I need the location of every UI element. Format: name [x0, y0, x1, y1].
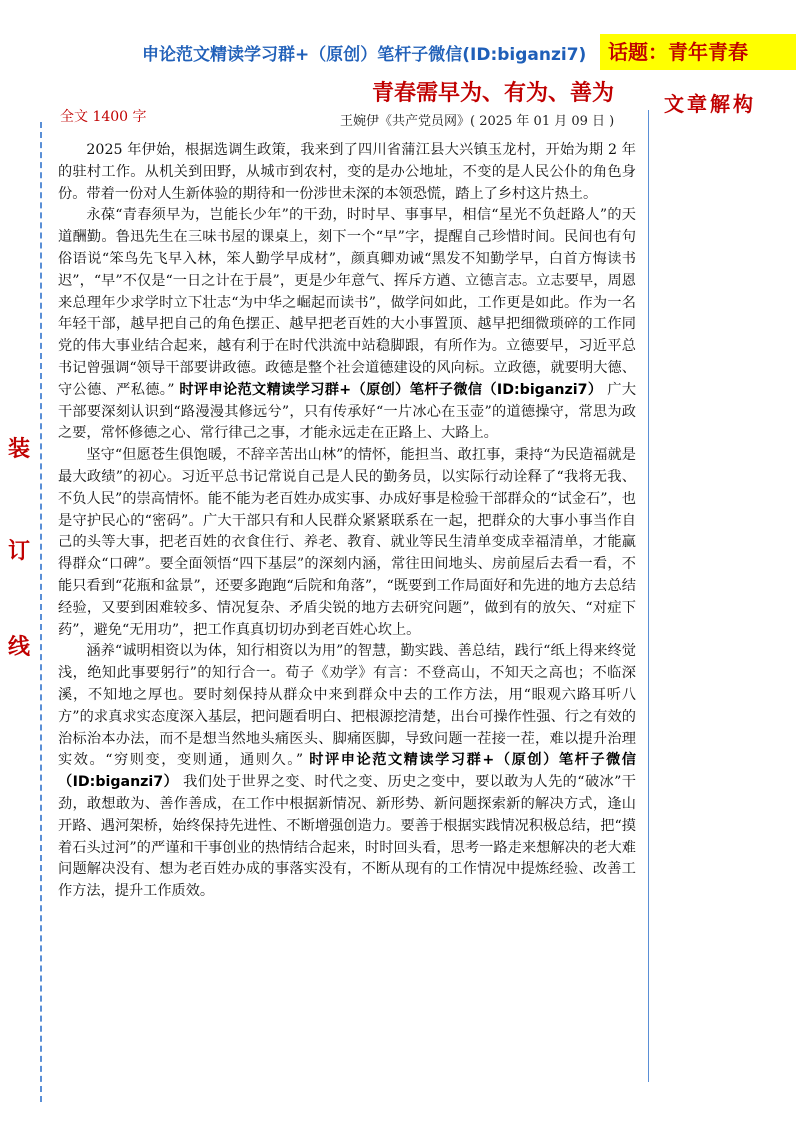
article-title: 青春需早为、有为、善为	[372, 80, 615, 106]
paragraph-text: 我们处于世界之变、时代之变、历史之变中，要以敢为人先的“破冰”干劲，敢想敢为、善作善成，在工作中根据新情况、新形势、新问题探索新的解决方式，逢山开路、遇河架桥，始终保持先进性、不断增强创造力。要善于根据实践情况积极总结，把“摸着石头过河”的严谨和干事创业的热情结合起来，时时回头看，思考一路走来想解决的老大难问题解决没有、想为老百姓办成的事落实没有，不断从现有的工作情况中提炼经验、改善工作方法，提升工作质效。	[58, 774, 636, 900]
structure-label: 文章解构	[664, 92, 756, 116]
paragraph	[58, 205, 636, 445]
binding-char: 装	[8, 436, 31, 462]
article-body	[58, 140, 636, 903]
paragraph-text: 永葆“青春须早为，岂能长少年”的干劲，时时早、事事早，相信“星光不负赶路人”的天道酬勤。鲁迅先生在三味书屋的课桌上，刻下一个“早”字，提醒自己珍惜时间。民间也有句俗语说“笨鸟先飞早入林，笨人勤学早成材”，颜真卿劝诫“黑发不知勤学早，白首方悔读书迟”，“早”不仅是“一日之计在于晨”，更是少年意气、挥斥方遒、立德言志。立志要早，周恩来总理年少求学时立下壮志“为中华之崛起而读书”，做学问如此，工作更是如此。作为一名年轻干部，越早把自己的角色摆正、越早把老百姓的大小事置顶、越早把细微琐碎的工作同党的伟大事业结合起来，越有利于在时代洪流中站稳脚跟，有所作为。立德要早，习近平总书记曾强调“领导干部要讲政德。政德是整个社会道德建设的风向标。立政德，就要明大德、守公德、严私德。”	[58, 207, 636, 398]
binding-dashed-line	[40, 122, 42, 1102]
promo-text: 时评申论范文精读学习群+（原创）笔杆子微信（ID:biganzi7）	[58, 752, 636, 791]
paragraph-text: 2025 年伊始，根据选调生政策，我来到了四川省蒲江县大兴镇玉龙村，开始为期 2 年的驻村工作。从机关到田野，从城市到农村，变的是办公地址，不变的是人民公仆的角色身份。带着一份对人生新体验的期待和一份涉世未深的本领恐慌，踏上了乡村这片热土。	[58, 142, 636, 202]
group-header: 申论范文精读学习群+（原创）笔杆子微信(ID:biganzi7)	[142, 45, 587, 65]
paragraph-text: 涵养“诚明相资以为体，知行相资以为用”的智慧，勤实践、善总结，践行“纸上得来终觉浅，绝知此事要躬行”的知行合一。荀子《劝学》有言：不登高山，不知天之高也；不临深溪，不知地之厚也。要时刻保持从群众中来到群众中去的工作方法，用“眼观六路耳听八方”的求真求实态度深入基层，把问题看明白、把根源挖清楚，出台可操作性强、行之有效的治标治本办法，而不是想当然地头痛医头、脚痛医脚，导致问题一茬接一茬，难以提升治理实效。“穷则变，变则通，通则久。”	[58, 643, 636, 769]
binding-char: 订	[8, 538, 31, 564]
byline: 王婉伊《共产党员网》( 2025 年 01 月 09 日 )	[340, 114, 615, 129]
paragraph-text: 坚守“但愿苍生俱饱暖，不辞辛苦出山林”的情怀，能担当、敢扛事，秉持“为民造福就是最大政绩”的初心。习近平总书记常说自己是人民的勤务员，以实际行动诠释了“我将无我、不负人民”的崇高情怀。能不能为老百姓办成实事、办成好事是检验干部群众的“试金石”，也是守护民心的“密码”。广大干部只有和人民群众紧紧联系在一起，把群众的大事小事当作自己的头等大事，把老百姓的衣食住行、养老、教育、就业等民生清单变成幸福清单，才能赢得群众“口碑”。要全面领悟“四下基层”的深刻内涵，常往田间地头、房前屋后去看一看，不能只看到“花瓶和盆景”，还要多跑跑“后院和角落”，“既要到工作局面好和先进的地方去总结经验，又要到困难较多、情况复杂、矛盾尖锐的地方去研究问题”，做到有的放矢、“对症下药”，避免“无用功”，把工作真真切切办到老百姓心坎上。	[58, 447, 636, 638]
paragraph	[58, 445, 636, 641]
paragraph-text: 广大干部要深刻认识到“路漫漫其修远兮”，只有传承好“一片冰心在玉壶”的道德操守，常思为政之要，常怀修德之心、常行律己之事，才能永远走在正路上、大路上。	[58, 381, 637, 442]
margin-rule	[648, 110, 649, 1082]
promo-text: 时评申论范文精读学习群+（原创）笔杆子微信（ID:biganzi7）	[179, 381, 603, 398]
binding-char: 线	[8, 634, 31, 660]
paragraph	[58, 641, 636, 903]
topic-badge: 话题：青年青春	[600, 34, 796, 70]
paragraph	[58, 140, 636, 205]
word-count: 全文 1400 字	[60, 109, 147, 125]
